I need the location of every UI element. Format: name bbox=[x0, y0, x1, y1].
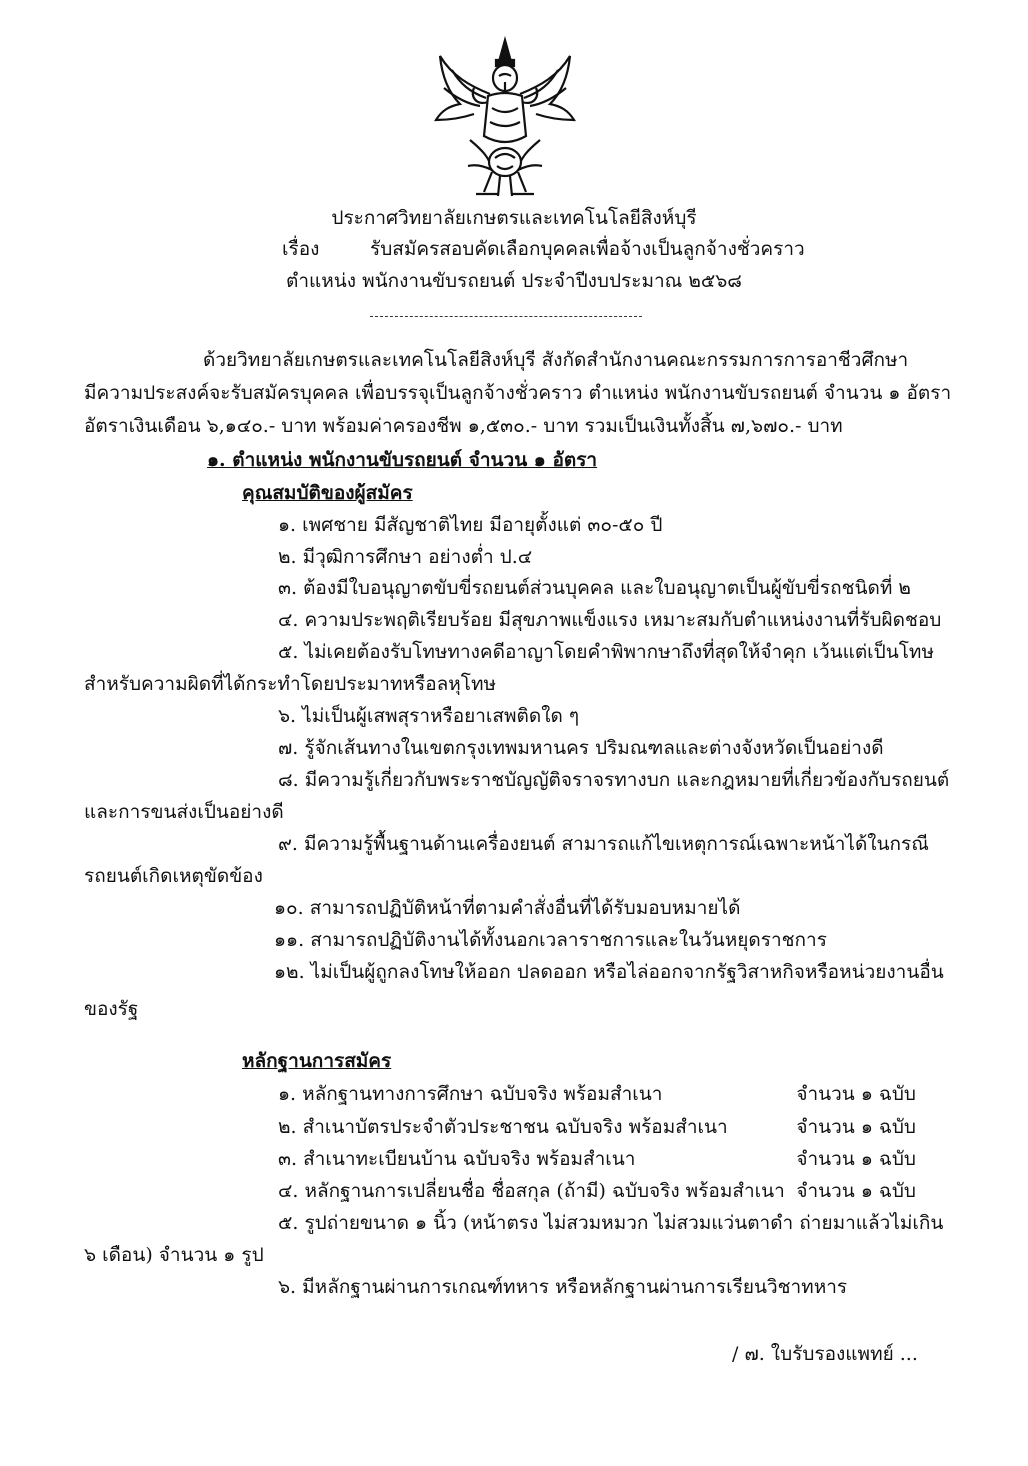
evidence-copies: จำนวน ๑ ฉบับ bbox=[796, 1083, 916, 1105]
intro-line-1: ด้วยวิทยาลัยเกษตรและเทคโนโลยีสิงห์บุรี สังกัดสำนักงานคณะกรรมการการอาชีวศึกษา bbox=[203, 349, 909, 371]
evidence-item: ๑. หลักฐานทางการศึกษา ฉบับจริง พร้อมสำเนา bbox=[278, 1083, 663, 1105]
qualification-item: ๑๒. ไม่เป็นผู้ถูกลงโทษให้ออก ปลดออก หรือไล่ออกจากรัฐวิสาหกิจหรือหน่วยงานอื่น bbox=[274, 961, 944, 983]
qualification-item-continued: รถยนต์เกิดเหตุขัดข้อง bbox=[84, 865, 263, 887]
qualification-item-continued: ของรัฐ bbox=[84, 998, 139, 1020]
qualification-item: ๗. รู้จักเส้นทางในเขตกรุงเทพมหานคร ปริมณฑลและต่างจังหวัดเป็นอย่างดี bbox=[278, 737, 884, 759]
qualification-item: ๙. มีความรู้พื้นฐานด้านเครื่องยนต์ สามารถแก้ไขเหตุการณ์เฉพาะหน้าได้ในกรณี bbox=[278, 833, 929, 855]
evidence-item: ๕. รูปถ่ายขนาด ๑ นิ้ว (หน้าตรง ไม่สวมหมวก ไม่สวมแว่นตาดำ ถ่ายมาแล้วไม่เกิน bbox=[278, 1212, 944, 1234]
qualification-item: ๒. มีวุฒิการศึกษา อย่างต่ำ ป.๔ bbox=[278, 546, 533, 568]
qualification-item-continued: และการขนส่งเป็นอย่างดี bbox=[84, 801, 284, 823]
subject-text: รับสมัครสอบคัดเลือกบุคคลเพื่อจ้างเป็นลูกจ้างชั่วคราว bbox=[370, 238, 805, 260]
intro-line-3: อัตราเงินเดือน ๖,๑๔๐.- บาท พร้อมค่าครองชีพ ๑,๕๓๐.- บาท รวมเป็นเงินทั้งสิ้น ๗,๖๗๐.- บาท bbox=[84, 415, 843, 437]
page-continuation: / ๗. ใบรับรองแพทย์ ... bbox=[732, 1343, 918, 1365]
qualification-item: ๑๑. สามารถปฏิบัติงานได้ทั้งนอกเวลาราชการและในวันหยุดราชการ bbox=[274, 929, 827, 951]
evidence-item: ๔. หลักฐานการเปลี่ยนชื่อ ชื่อสกุล (ถ้ามี) ฉบับจริง พร้อมสำเนา bbox=[278, 1180, 785, 1202]
qualification-item: ๔. ความประพฤติเรียบร้อย มีสุขภาพแข็งแรง เหมาะสมกับตำแหน่งงานที่รับผิดชอบ bbox=[278, 609, 942, 631]
intro-line-2: มีความประสงค์จะรับสมัครบุคคล เพื่อบรรจุเป็นลูกจ้างชั่วคราว ตำแหน่ง พนักงานขับรถยนต์ จำนวน ๑ อัตรา bbox=[84, 382, 952, 404]
qualification-item: ๑๐. สามารถปฏิบัติหน้าที่ตามคำสั่งอื่นที่ได้รับมอบหมายได้ bbox=[274, 897, 741, 919]
evidence-heading: หลักฐานการสมัคร bbox=[242, 1050, 392, 1072]
evidence-item-continued: ๖ เดือน) จำนวน ๑ รูป bbox=[84, 1244, 264, 1266]
evidence-item: ๓. สำเนาทะเบียนบ้าน ฉบับจริง พร้อมสำเนา bbox=[278, 1148, 636, 1170]
evidence-item: ๒. สำเนาบัตรประจำตัวประชาชน ฉบับจริง พร้อมสำเนา bbox=[278, 1116, 728, 1138]
qualification-item: ๑. เพศชาย มีสัญชาติไทย มีอายุตั้งแต่ ๓๐-๕๐ ปี bbox=[278, 514, 663, 536]
qualification-item: ๓. ต้องมีใบอนุญาตขับขี่รถยนต์ส่วนบุคคล และใบอนุญาตเป็นผู้ขับขี่รถชนิดที่ ๒ bbox=[278, 577, 911, 599]
evidence-copies: จำนวน ๑ ฉบับ bbox=[796, 1180, 916, 1202]
qualification-item: ๖. ไม่เป็นผู้เสพสุราหรือยาเสพติดใด ๆ bbox=[278, 705, 580, 727]
title-divider bbox=[370, 316, 642, 317]
announcement-title: ประกาศวิทยาลัยเกษตรและเทคโนโลยีสิงห์บุรี bbox=[331, 207, 697, 229]
evidence-copies: จำนวน ๑ ฉบับ bbox=[796, 1116, 916, 1138]
subject-label: เรื่อง bbox=[282, 238, 320, 260]
evidence-copies: จำนวน ๑ ฉบับ bbox=[796, 1148, 916, 1170]
section-heading: ๑. ตำแหน่ง พนักงานขับรถยนต์ จำนวน ๑ อัตรา bbox=[207, 449, 598, 471]
qualifications-heading: คุณสมบัติของผู้สมัคร bbox=[242, 482, 413, 504]
evidence-item: ๖. มีหลักฐานผ่านการเกณฑ์ทหาร หรือหลักฐานผ่านการเรียนวิชาทหาร bbox=[278, 1276, 848, 1298]
garuda-emblem bbox=[430, 36, 580, 204]
qualification-item: ๕. ไม่เคยต้องรับโทษทางคดีอาญาโดยคำพิพากษาถึงที่สุดให้จำคุก เว้นแต่เป็นโทษ bbox=[278, 641, 934, 663]
position-line: ตำแหน่ง พนักงานขับรถยนต์ ประจำปีงบประมาณ ๒๕๖๘ bbox=[286, 270, 742, 292]
qualification-item-continued: สำหรับความผิดที่ได้กระทำโดยประมาทหรือลหุโทษ bbox=[84, 673, 497, 695]
qualification-item: ๘. มีความรู้เกี่ยวกับพระราชบัญญัติจราจรทางบก และกฎหมายที่เกี่ยวข้องกับรถยนต์ bbox=[278, 769, 950, 791]
